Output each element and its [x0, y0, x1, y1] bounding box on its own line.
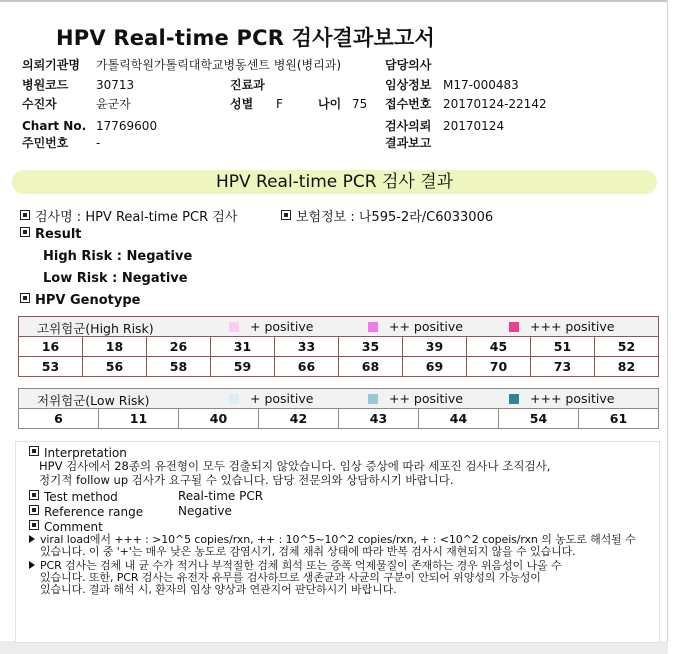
receipt-number-label: 접수번호 [385, 97, 432, 111]
high-risk-row-1 [19, 337, 659, 357]
sex-label: 성별 [230, 97, 254, 111]
interpretation-box [15, 441, 660, 643]
genotype-cell: 39 [403, 337, 467, 357]
results-banner: HPV Real-time PCR 검사 결과 [12, 170, 657, 194]
comment-text: viral load에서 +++ : >10^5 copies/rxn, ++ : 10^5~10^2 copies/rxn, + : <10^2 copeis/rxn 의 농도로 해석될 수 [40, 533, 636, 546]
comment-heading-row [29, 520, 103, 534]
frame-top-border [0, 0, 668, 2]
triangle-bullet-icon [29, 561, 35, 569]
genotype-cell: 40 [179, 409, 259, 429]
legend-text: +++ positive [530, 319, 615, 334]
genotype-cell: 18 [83, 337, 147, 357]
genotype-cell: 73 [531, 357, 595, 377]
genotype-cell: 42 [259, 409, 339, 429]
insurance-text: 보험정보 : 나595-2라/C6033006 [296, 210, 494, 225]
test-request-value: 20170124 [443, 119, 505, 133]
high-risk-row-2 [19, 357, 659, 377]
magenta-swatch-icon [509, 322, 519, 332]
genotype-cell: 43 [339, 409, 419, 429]
genotype-cell: 70 [467, 357, 531, 377]
teal-swatch-icon [509, 394, 519, 404]
comment-1-line-2: 있습니다. 이 중 '+'는 매우 낮은 농도로 감염시기, 검체 채취 상태에 따라 반복 검사시 재현되지 않을 수 있습니다. [40, 545, 576, 558]
low-risk-row-1 [19, 409, 659, 429]
high-risk-genotype-table [18, 316, 659, 377]
age-label: 나이 [318, 97, 342, 111]
interpretation-heading: Interpretation [44, 446, 127, 460]
test-method-label: Test method [44, 490, 118, 504]
result-heading-row [20, 227, 82, 242]
insurance-row [281, 206, 493, 225]
patient-value: 윤군자 [96, 97, 131, 111]
comment-2-line-2: 있습니다. 또한, PCR 검사는 유전자 유무를 검사하므로 생존균과 사균의 구분이 안되어 위양성의 가능성이 [40, 571, 541, 584]
low-risk-header-row [19, 389, 659, 409]
low-risk-legend-3 [509, 391, 614, 406]
bullet-square-icon [20, 227, 30, 237]
genotype-cell: 11 [99, 409, 179, 429]
low-risk-header-cell [19, 389, 659, 409]
genotype-cell: 56 [83, 357, 147, 377]
high-risk-result: High Risk : Negative [43, 249, 193, 264]
resident-number-label: 주민번호 [22, 136, 69, 150]
hospital-code-value: 30713 [96, 78, 135, 92]
genotype-cell: 66 [275, 357, 339, 377]
institution-label: 의뢰기관명 [22, 58, 80, 72]
attending-doctor-label: 담당의사 [385, 58, 432, 72]
genotype-cell: 52 [595, 337, 659, 357]
legend-text: ++ positive [389, 391, 463, 406]
legend-text: + positive [250, 319, 314, 334]
high-risk-legend-2 [368, 319, 463, 334]
genotype-cell: 26 [147, 337, 211, 357]
interpretation-text-2: 정기적 follow up 검사가 요구될 수 있습니다. 담당 전문의와 상담하시기 바랍니다. [39, 473, 454, 487]
light-pink-swatch-icon [229, 322, 239, 332]
genotype-cell: 82 [595, 357, 659, 377]
pink-swatch-icon [368, 322, 378, 332]
light-blue-swatch-icon [229, 394, 239, 404]
legend-text: + positive [250, 391, 314, 406]
bullet-square-icon [20, 210, 30, 220]
comment-1-line-1 [29, 534, 636, 546]
comment-2-line-3: 있습니다. 결과 해석 시, 환자의 임상 양상과 연관지어 판단하시기 바랍니다. [40, 583, 397, 596]
genotype-cell: 58 [147, 357, 211, 377]
genotype-cell: 35 [339, 337, 403, 357]
low-risk-genotype-table [18, 388, 659, 429]
result-heading: Result [35, 227, 82, 242]
genotype-heading-row [20, 293, 140, 308]
resident-number-value: - [96, 136, 101, 150]
bullet-square-icon [20, 293, 30, 303]
page-title: HPV Real-time PCR 검사결과보고서 [56, 26, 435, 50]
low-risk-legend-2 [368, 391, 463, 406]
genotype-cell: 53 [19, 357, 83, 377]
clinical-info-value: M17-000483 [443, 78, 519, 92]
high-risk-legend-3 [509, 319, 614, 334]
genotype-cell: 54 [499, 409, 579, 429]
high-risk-label: 고위험군(High Risk) [37, 321, 154, 336]
reference-range-value: Negative [178, 504, 232, 518]
genotype-cell: 6 [19, 409, 99, 429]
test-method-value: Real-time PCR [178, 489, 264, 503]
genotype-cell: 69 [403, 357, 467, 377]
test-name-text: 검사명 : HPV Real-time PCR 검사 [35, 210, 238, 225]
clinical-info-label: 임상정보 [385, 78, 432, 92]
patient-label: 수진자 [22, 97, 57, 111]
sex-value: F [276, 97, 283, 111]
department-label: 진료과 [230, 78, 265, 92]
reference-range-label: Reference range [44, 505, 144, 519]
genotype-heading: HPV Genotype [35, 293, 141, 308]
age-value: 75 [352, 97, 368, 111]
comment-heading: Comment [44, 520, 103, 534]
genotype-cell: 45 [467, 337, 531, 357]
high-risk-header-row [19, 317, 659, 337]
test-method-row [29, 490, 118, 504]
bullet-square-icon [281, 210, 291, 220]
legend-text: +++ positive [530, 391, 615, 406]
genotype-cell: 31 [211, 337, 275, 357]
high-risk-header-cell [19, 317, 659, 337]
genotype-cell: 51 [531, 337, 595, 357]
test-request-label: 검사의뢰 [385, 119, 432, 133]
low-risk-label: 저위험군(Low Risk) [37, 393, 150, 408]
low-risk-legend-1 [229, 391, 313, 406]
result-report-label: 결과보고 [385, 136, 432, 150]
chart-number-label: Chart No. [22, 119, 87, 133]
blue-swatch-icon [368, 394, 378, 404]
receipt-number-value: 20170124-22142 [443, 97, 547, 111]
comment-2-line-1 [29, 560, 562, 572]
reference-range-row [29, 505, 143, 519]
test-name-row [20, 206, 237, 225]
genotype-cell: 59 [211, 357, 275, 377]
comment-text: PCR 검사는 검체 내 균 수가 적거나 부적절한 검체 희석 또는 증폭 억제물질이 존재하는 경우 위음성이 나올 수 [40, 559, 562, 572]
bullet-square-icon [29, 446, 39, 456]
interpretation-heading-row [29, 446, 127, 460]
bullet-square-icon [29, 490, 39, 500]
low-risk-result: Low Risk : Negative [43, 271, 188, 286]
interpretation-text-1: HPV 검사에서 28종의 유전형이 모두 검출되지 않았습니다. 임상 증상에 따라 세포진 검사나 조직검사, [39, 459, 551, 473]
triangle-bullet-icon [29, 535, 35, 543]
legend-text: ++ positive [389, 319, 463, 334]
genotype-cell: 68 [339, 357, 403, 377]
frame-right-border [667, 0, 668, 654]
genotype-cell: 44 [419, 409, 499, 429]
bullet-square-icon [29, 520, 39, 530]
hospital-code-label: 병원코드 [22, 78, 69, 92]
genotype-cell: 61 [579, 409, 659, 429]
chart-number-value: 17769600 [96, 119, 158, 133]
bullet-square-icon [29, 505, 39, 515]
institution-value: 가톨릭학원가톨릭대학교병동센트 병원(병리과) [96, 58, 342, 72]
genotype-cell: 33 [275, 337, 339, 357]
genotype-cell: 16 [19, 337, 83, 357]
high-risk-legend-1 [229, 319, 313, 334]
